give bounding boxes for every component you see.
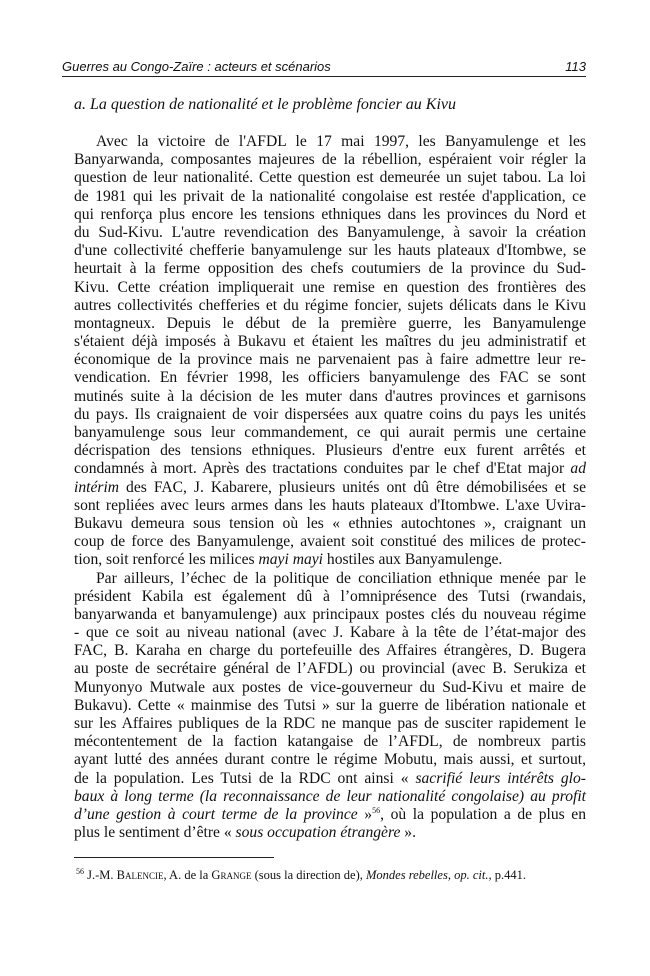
text-line <box>74 570 586 588</box>
text-run: du pays. Ils craignaient de voir dispersées aux quatre coins du pays les unités <box>74 405 586 423</box>
text-line <box>74 551 586 569</box>
text-run: Balencie <box>116 868 164 882</box>
text-line <box>74 315 586 333</box>
text-line <box>74 751 586 769</box>
page-number: 113 <box>565 59 586 74</box>
text-run: FAC, B. Karaha en charge du portefeuille des Affaires étrangères, D. Bugera <box>74 642 586 660</box>
section-heading: a. La question de nationalité et le problème foncier au Kivu <box>74 96 457 113</box>
text-line <box>74 479 586 497</box>
text-run: intérim <box>74 478 120 496</box>
text-line <box>74 497 586 515</box>
text-run: plus le sentiment d’être « <box>74 824 236 842</box>
text-line <box>74 388 586 406</box>
text-line <box>74 206 586 224</box>
text-run: Bukavu). Cette « mainmise des Tutsi » sur la guerre de libération nationale et <box>74 696 586 714</box>
text-line <box>74 224 586 242</box>
text-run: sacrifié leurs intérêts glo- <box>415 769 586 787</box>
text-line <box>74 515 586 533</box>
text-line <box>74 770 586 788</box>
text-run: sous occupation étrangère <box>235 824 401 842</box>
text-run: J.-M. <box>84 868 117 882</box>
text-run: condamnés à mort. Après des tractations conduites par le chef d'Etat major <box>74 460 571 478</box>
paragraph <box>74 133 586 570</box>
text-run: banyamulenge sous leur commandement, ce qui aurait permis une certaine <box>74 424 586 441</box>
text-run: banyarwanda et banyamulenge) aux principaux postes clés du nouveau régime <box>74 605 586 623</box>
text-line <box>74 169 586 187</box>
text-line <box>74 788 586 806</box>
text-run: de 1981 qui les privait de la nationalité congolaise est restée d'application, ce <box>74 187 586 205</box>
text-run: , p.441. <box>488 868 526 882</box>
text-run: (sous la direction de), <box>251 868 367 882</box>
text-run: Bukavu demeura sous tension où les « ethnies autochtones », craignant un <box>74 514 586 532</box>
running-header-title: Guerres au Congo-Zaïre : acteurs et scénarios <box>62 59 331 74</box>
text-run: mécontentement de la faction katangaise de l’AFDL, de nombreux partis <box>74 733 586 751</box>
text-run: ». <box>400 824 416 842</box>
text-line <box>74 642 586 660</box>
text-run: hostiles aux Banyamulenge. <box>323 551 503 569</box>
text-line <box>74 606 586 624</box>
text-line <box>74 824 586 842</box>
footnote <box>76 868 526 883</box>
paragraph <box>74 570 586 843</box>
text-run: tion, soit renforcé les milices <box>74 551 259 569</box>
text-line <box>74 588 586 606</box>
text-run: décrispation des tensions ethniques. Plusieurs d'entre eux furent arrêtés et <box>74 442 586 460</box>
body-text <box>74 133 586 842</box>
text-line <box>74 424 586 442</box>
text-line <box>74 406 586 424</box>
text-line <box>74 242 586 260</box>
text-line <box>74 533 586 551</box>
text-run: autres collectivités chefferies et du régime foncier, sujets délicats dans le Kivu <box>74 296 586 314</box>
text-run: au poste de secrétaire général de l’AFDL) ou provincial (avec B. Serukiza et <box>74 660 586 678</box>
text-run: sont repliées avec leurs armes dans les hauts plateaux d'Itombwe. L'axe Uvira- <box>74 496 586 514</box>
text-run: Par ailleurs, l’échec de la politique de conciliation ethnique menée par le <box>96 569 586 587</box>
text-run: heurtait à la ferme opposition des chefs coutumiers de la province du Sud- <box>74 260 586 278</box>
text-run: qui renforça plus encore les tensions ethniques dans les provinces du Nord et <box>74 205 586 223</box>
text-line <box>74 297 586 315</box>
text-run: du Sud-Kivu. L'autre revendication des Banyamulenge, à savoir la création <box>74 223 586 241</box>
text-line <box>74 188 586 206</box>
text-line <box>74 715 586 733</box>
text-run: montagneux. Depuis le début de la première guerre, les Banyamulenge <box>74 314 586 332</box>
text-line <box>74 151 586 169</box>
text-run: économique de la province mais ne parvenaient pas à faire admettre leur re- <box>74 351 586 369</box>
text-run: ad <box>570 460 586 478</box>
text-run: mutinés suite à la décision de les muter dans d'autres provinces et garnisons <box>74 387 586 405</box>
text-run: d’une gestion à court terme de la province <box>74 805 358 823</box>
text-run: des FAC, J. Kabarere, plusieurs unités ont dû être démobilisées et se <box>119 478 586 496</box>
text-line <box>74 279 586 297</box>
text-run: , A. de la <box>163 868 212 882</box>
text-run: » <box>357 805 373 823</box>
text-run: président Kabila est également dû à l’omniprésence des Tutsi (rwandais, <box>74 587 586 605</box>
text-run: coup de force des Banyamulenge, avaient soit constitué des milices de protec- <box>74 533 586 551</box>
footnote-reference: 56 <box>372 805 381 815</box>
text-run: vendication. En février 1998, les officiers banyamulenge des FAC se sont <box>74 369 586 387</box>
text-run: mayi mayi <box>258 551 324 569</box>
running-header <box>62 58 586 77</box>
text-line <box>74 660 586 678</box>
text-run: Avec la victoire de l'AFDL le 17 mai 1997, les Banyamulenge et les <box>96 133 586 150</box>
text-line <box>74 733 586 751</box>
text-line <box>74 697 586 715</box>
text-run: de la population. Les Tutsi de la RDC ont ainsi « <box>74 769 416 787</box>
text-run: d'une collectivité chefferie banyamulenge sur les hauts plateaux d'Itombwe, se <box>74 242 586 260</box>
text-line <box>74 351 586 369</box>
text-run: ayant lutté des années durant contre le régime Mobutu, mais aussi, et surtout, <box>74 751 586 769</box>
text-run: sur les Affaires publiques de la RDC ne manque pas de susciter rapidement le <box>74 715 586 732</box>
text-run: Grange <box>211 868 252 882</box>
text-run: Kivu. Cette création impliquerait une remise en question des frontières des <box>74 278 586 296</box>
text-run: s'étaient déjà imposés à Bukavu et étaient les maîtres du jeu administratif et <box>74 333 586 351</box>
text-line <box>74 806 586 824</box>
text-run: question de leur nationalité. Cette question est demeurée un sujet tabou. La loi <box>74 169 586 187</box>
text-run: baux à long terme (la reconnaissance de leur nationalité congolaise) au profit <box>74 787 586 805</box>
text-line <box>74 679 586 697</box>
text-line <box>74 442 586 460</box>
text-line <box>74 624 586 642</box>
text-line <box>74 460 586 478</box>
text-line <box>74 133 586 151</box>
footnote-divider <box>74 857 274 858</box>
text-run: Mondes rebelles, op. cit. <box>366 868 489 882</box>
text-line <box>74 369 586 387</box>
text-line <box>74 333 586 351</box>
text-run: - que ce soit au niveau national (avec J. Kabare à la tête de l’état-major des <box>74 624 586 642</box>
text-run: , où la population a de plus en <box>380 805 586 823</box>
footnote-reference: 56 <box>76 866 84 876</box>
text-run: Banyarwanda, composantes majeures de la rébellion, espéraient voir régler la <box>74 151 586 169</box>
text-line <box>74 260 586 278</box>
text-run: Munyonyo Mutwale aux postes de vice-gouverneur du Sud-Kivu et maire de <box>74 678 586 696</box>
